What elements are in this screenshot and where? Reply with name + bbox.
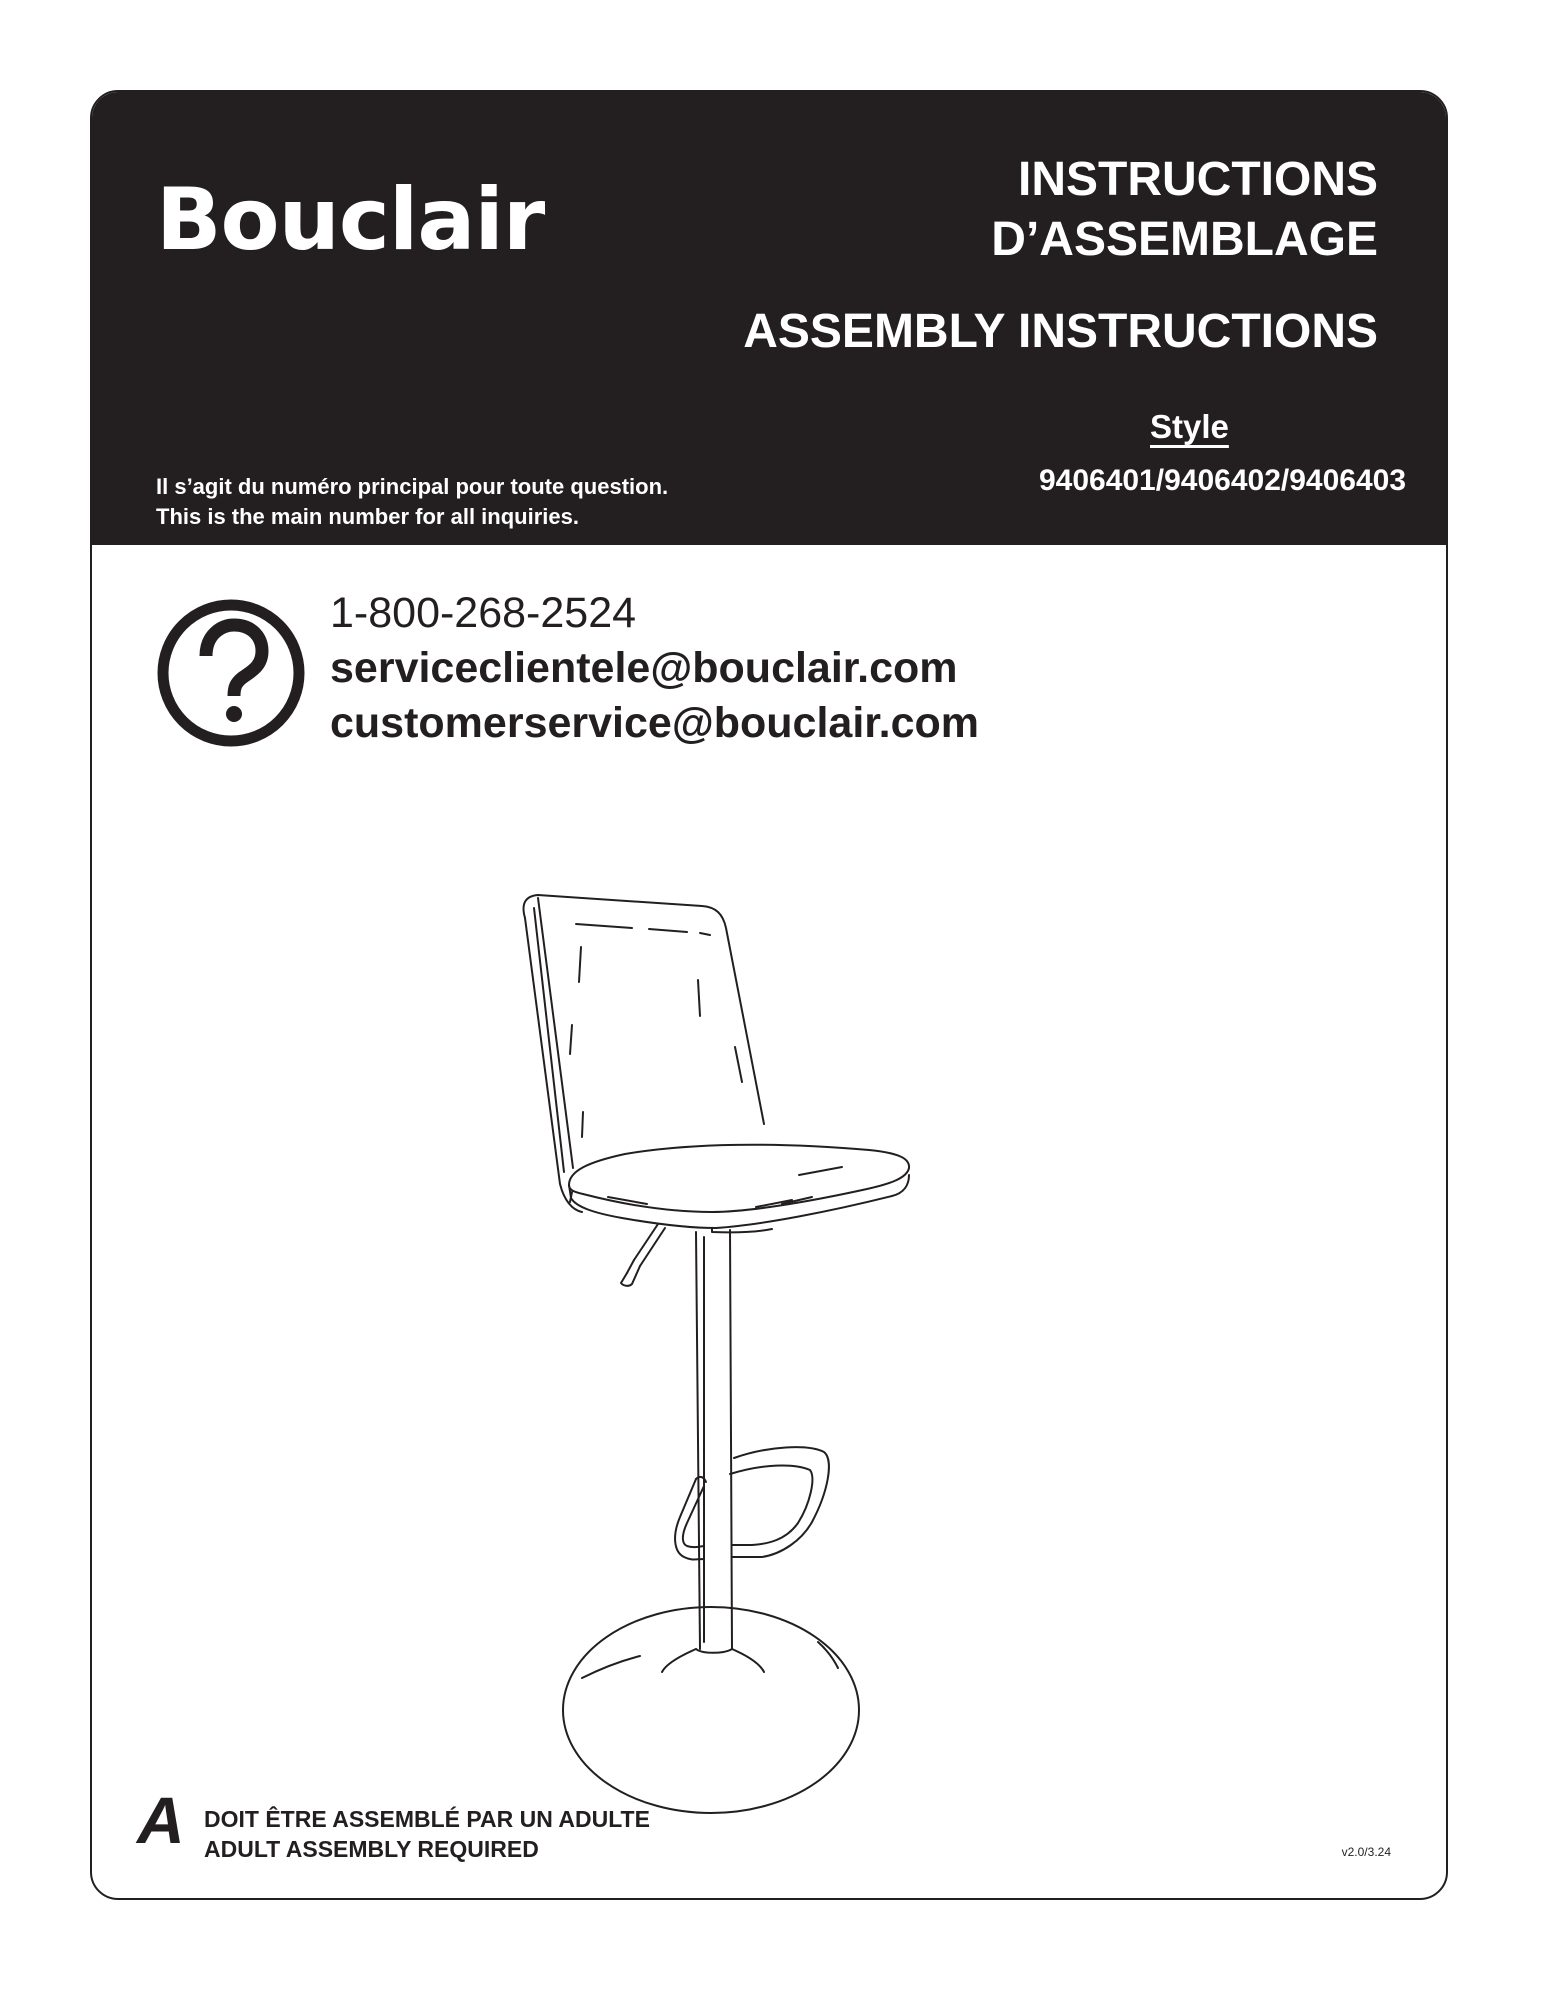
document-frame (90, 90, 1448, 1900)
adult-assembly-en: ADULT ASSEMBLY REQUIRED (204, 1836, 539, 1862)
adult-assembly-notice (204, 1804, 650, 1864)
style-label: Style (1150, 408, 1229, 445)
title-english: ASSEMBLY INSTRUCTIONS (743, 305, 1378, 358)
version-label: v2.0/3.24 (1341, 1845, 1391, 1859)
seat (569, 1145, 909, 1233)
inquiry-note-fr: Il s’agit du numéro principal pour toute question. (156, 474, 669, 499)
style-number: 9406401/9406402/9406403 (1038, 464, 1406, 497)
phone-number[interactable]: 1-800-268-2524 (330, 589, 637, 637)
adult-assembly-icon: A (137, 1783, 185, 1857)
contact-block (330, 586, 979, 751)
center-column (696, 1230, 732, 1653)
title-french-line2: D’ASSEMBLAGE (991, 213, 1378, 266)
question-circle-icon (156, 598, 306, 748)
inquiry-note-en: This is the main number for all inquiries. (156, 504, 579, 529)
gas-lift-lever (621, 1224, 665, 1286)
title-french (991, 150, 1378, 270)
brand-logo: Bouclair (156, 170, 545, 270)
inquiry-note (156, 472, 668, 532)
email-french[interactable]: serviceclientele@bouclair.com (330, 644, 958, 692)
backrest (524, 895, 764, 1212)
title-french-line1: INSTRUCTIONS (1018, 153, 1378, 206)
round-base (563, 1607, 859, 1813)
email-english[interactable]: customerservice@bouclair.com (330, 699, 979, 747)
adult-assembly-fr: DOIT ÊTRE ASSEMBLÉ PAR UN ADULTE (204, 1806, 650, 1832)
bar-stool-illustration (472, 792, 1132, 1842)
header-banner (92, 92, 1446, 545)
